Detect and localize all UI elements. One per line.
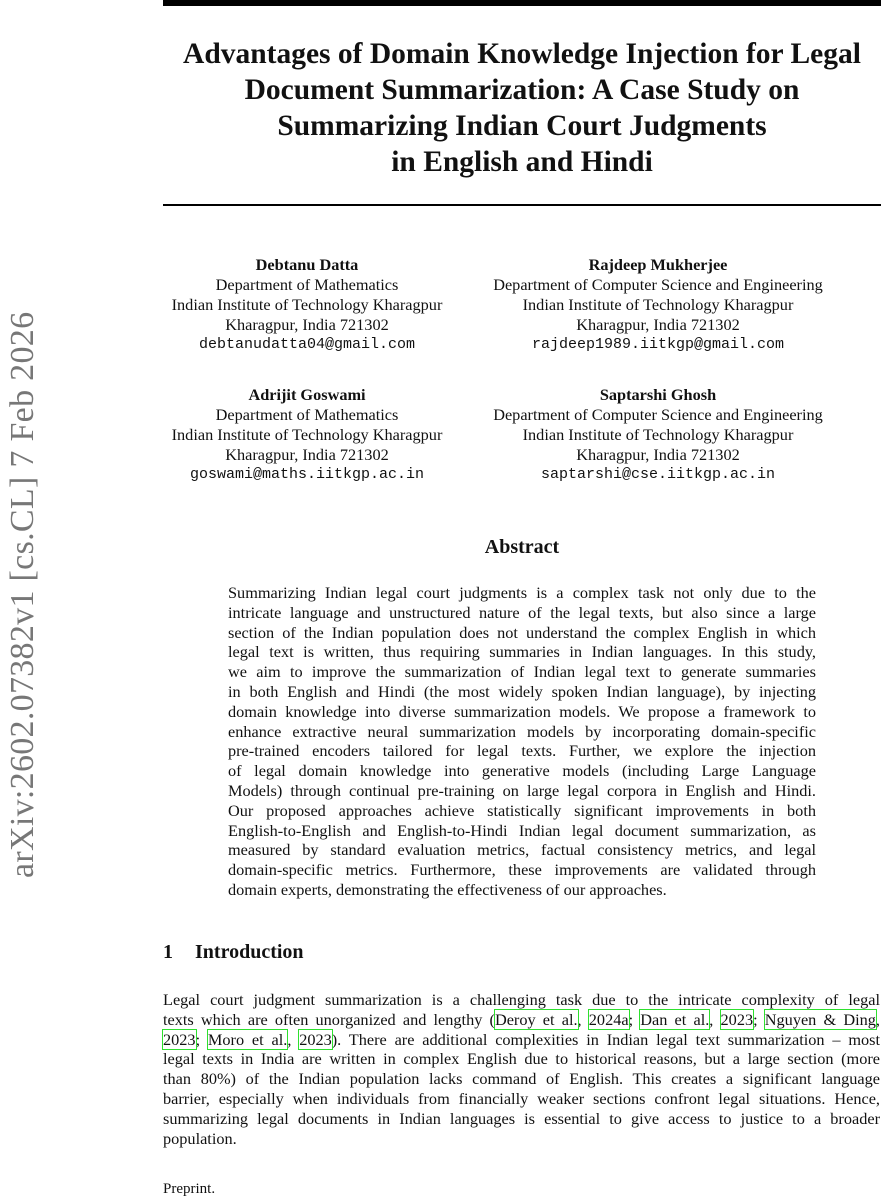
author-institute: Indian Institute of Technology Kharagpur bbox=[522, 425, 794, 444]
author-institute: Indian Institute of Technology Kharagpur bbox=[171, 295, 443, 314]
abstract-line: Summarizing Indian legal court judgments is a complex task not only due to the bbox=[228, 583, 816, 602]
citation-link[interactable]: Nguyen & Ding bbox=[764, 1009, 876, 1029]
section-title: Introduction bbox=[195, 941, 304, 963]
author-department: Department of Computer Science and Engineering bbox=[493, 275, 823, 294]
text-segment: , bbox=[287, 1029, 300, 1049]
author-department: Department of Mathematics bbox=[215, 405, 399, 424]
abstract-line: in both English and Hindi (the most widely spoken Indian language), by injecting bbox=[228, 681, 816, 701]
introduction-line bbox=[163, 1010, 880, 1030]
introduction-line bbox=[163, 990, 880, 1010]
author-name: Adrijit Goswami bbox=[248, 385, 366, 404]
author-email[interactable]: rajdeep1989.iitkgp@gmail.com bbox=[531, 336, 785, 353]
text-segment: texts which are often unorganized and lengthy ( bbox=[163, 1009, 495, 1029]
abstract-line: enhance extractive neural summarization models by incorporating domain-specific bbox=[228, 721, 816, 741]
title-line: in English and Hindi bbox=[391, 146, 653, 178]
abstract-line: domain experts, demonstrating the effectiveness of our approaches. bbox=[228, 879, 667, 899]
abstract-line: domain-specific metrics. Furthermore, these improvements are validated through bbox=[228, 860, 816, 880]
author-email[interactable]: debtanudatta04@gmail.com bbox=[198, 336, 416, 353]
abstract-line: we aim to improve the summarization of Indian legal text to generate summaries bbox=[228, 662, 816, 682]
title-bottom-rule bbox=[163, 204, 881, 206]
abstract-line: section of the Indian population does not understand the complex English in which bbox=[228, 622, 816, 642]
author-email[interactable]: goswami@maths.iitkgp.ac.in bbox=[189, 466, 425, 483]
text-segment: ). There are additional complexities in Indian legal text summarization – most bbox=[331, 1029, 880, 1049]
text-segment: legal texts in India are written in complex English due to historical reasons, but a large section (more bbox=[163, 1049, 880, 1069]
author-institute: Indian Institute of Technology Kharagpur bbox=[522, 295, 794, 314]
arxiv-identifier: arXiv:2602.07382v1 [cs.CL] 7 Feb 2026 bbox=[4, 311, 41, 878]
text-segment: ; bbox=[753, 1009, 765, 1029]
author-department: Department of Computer Science and Engineering bbox=[493, 405, 823, 424]
citation-link[interactable]: 2023 bbox=[720, 1009, 754, 1029]
author-institute: Indian Institute of Technology Kharagpur bbox=[171, 425, 443, 444]
citation-link[interactable]: 2024a bbox=[588, 1009, 629, 1029]
abstract-body bbox=[228, 583, 816, 900]
introduction-line bbox=[163, 1069, 880, 1089]
citation-link[interactable]: Dan et al. bbox=[640, 1009, 710, 1029]
abstract-heading: Abstract bbox=[484, 536, 560, 558]
abstract-line: legal text is written, thus requiring summaries in Indian languages. In this study, bbox=[228, 642, 816, 662]
text-segment: summarizing legal documents in Indian languages is essential to give access to justice to a broader bbox=[163, 1108, 880, 1128]
text-segment: than 80%) of the Indian population lacks command of English. This creates a significant language bbox=[163, 1069, 880, 1089]
text-segment: population. bbox=[163, 1128, 237, 1148]
introduction-line bbox=[163, 1129, 880, 1149]
author-name: Debtanu Datta bbox=[255, 255, 359, 274]
author-block bbox=[478, 255, 838, 355]
text-segment: ; bbox=[628, 1009, 641, 1029]
section-number: 1 bbox=[163, 941, 173, 963]
author-location: Kharagpur, India 721302 bbox=[576, 315, 740, 334]
abstract-line: domain knowledge into diverse summarization models. We propose a framework to bbox=[228, 701, 816, 721]
author-email[interactable]: saptarshi@cse.iitkgp.ac.in bbox=[540, 466, 776, 483]
abstract-line: Our proposed approaches achieve statistically significant improvements in both bbox=[228, 800, 816, 820]
author-block bbox=[478, 385, 838, 485]
introduction-line bbox=[163, 1089, 880, 1109]
title-line: Summarizing Indian Court Judgments bbox=[277, 110, 767, 142]
abstract-line: measured by standard evaluation metrics, factual consistency metrics, and legal bbox=[228, 840, 816, 860]
author-block bbox=[127, 255, 487, 355]
abstract-line: Models) through continual pre-training on large legal corpora in English and Hindi. bbox=[228, 780, 816, 800]
text-segment: barrier, especially when individuals from financially weaker sections confront legal situations. Hence, bbox=[163, 1088, 880, 1108]
citation-link[interactable]: 2023 bbox=[163, 1029, 196, 1049]
citation-link[interactable]: 2023 bbox=[299, 1029, 332, 1049]
text-segment: ; bbox=[195, 1029, 208, 1049]
abstract-line: pre-trained encoders tailored for legal texts. Further, we explore the injection bbox=[228, 741, 816, 761]
abstract-line: English-to-English and English-to-Hindi Indian legal document summarization, as bbox=[228, 820, 816, 840]
citation-link[interactable]: Moro et al. bbox=[207, 1029, 288, 1049]
title-line: Document Summarization: A Case Study on bbox=[244, 74, 800, 106]
author-name: Saptarshi Ghosh bbox=[599, 385, 717, 404]
author-location: Kharagpur, India 721302 bbox=[576, 445, 740, 464]
author-block bbox=[127, 385, 487, 485]
introduction-heading bbox=[163, 941, 304, 964]
author-location: Kharagpur, India 721302 bbox=[225, 445, 389, 464]
author-location: Kharagpur, India 721302 bbox=[225, 315, 389, 334]
text-segment: , bbox=[875, 1009, 880, 1029]
abstract-line: intricate language and unstructured nature of the legal texts, but also since a large bbox=[228, 602, 816, 622]
top-rule bbox=[163, 0, 881, 6]
text-segment: , bbox=[577, 1009, 589, 1029]
footer-note: Preprint. bbox=[163, 1181, 216, 1197]
text-segment: , bbox=[709, 1009, 721, 1029]
author-department: Department of Mathematics bbox=[215, 275, 399, 294]
introduction-line bbox=[163, 1109, 880, 1129]
abstract-line: of legal domain knowledge into generative models (including Large Language bbox=[228, 761, 816, 781]
text-segment: Legal court judgment summarization is a challenging task due to the intricate complexity of legal bbox=[163, 990, 880, 1009]
introduction-line bbox=[163, 1049, 880, 1069]
introduction-body bbox=[163, 990, 880, 1148]
introduction-line bbox=[163, 1030, 880, 1050]
paper-title bbox=[163, 36, 881, 180]
title-line: Advantages of Domain Knowledge Injection for Legal bbox=[183, 38, 861, 70]
citation-link[interactable]: Deroy et al. bbox=[494, 1009, 578, 1029]
author-name: Rajdeep Mukherjee bbox=[588, 255, 728, 274]
